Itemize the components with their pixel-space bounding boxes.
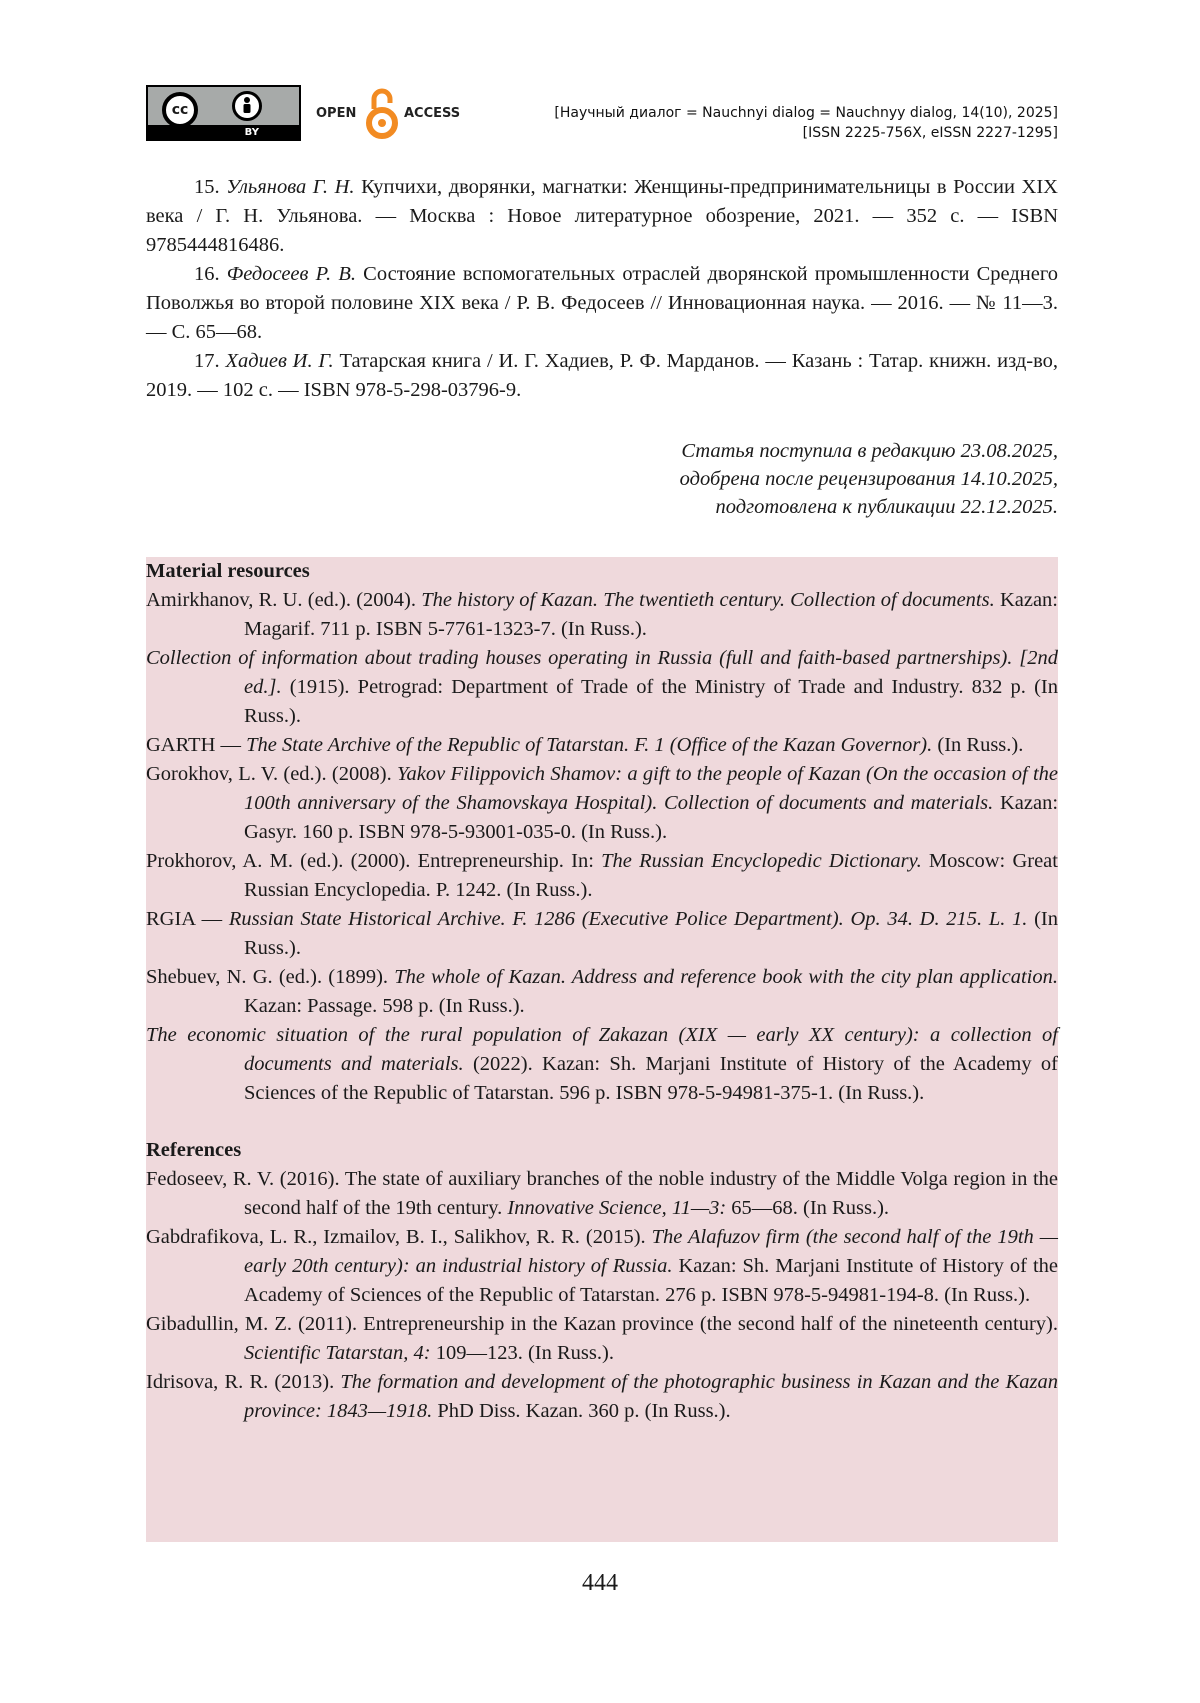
reference-item: 17. Хадиев И. Г. Татарская книга / И. Г. Хадиев, Р. Ф. Марданов. — Казань : Татар. книжн. изд-во, 2019. — 102 с. — ISBN 978-5-298-03796-9. bbox=[146, 350, 1058, 401]
page-number: 444 bbox=[582, 1570, 618, 1596]
cc-by-license-badge[interactable] bbox=[146, 85, 301, 141]
date-prepared: подготовлена к публикации 22.12.2025. bbox=[715, 496, 1058, 518]
material-resource-entry: Gorokhov, L. V. (ed.). (2008). Yakov Filippovich Shamov: a gift to the people of Kazan (On the occasion of the 100th anniversary of the Shamovskaya Hospital). Collection of documents and materials. Kazan: Gasyr. 160 p. ISBN 978-5-93001-035-0. (In Russ.). bbox=[146, 763, 1059, 843]
english-references-block bbox=[146, 557, 1058, 1542]
reference-entry: Gibadullin, M. Z. (2011). Entrepreneurship in the Kazan province (the second half of the nineteenth century). Scientific Tatarstan, 4: 109—123. (In Russ.). bbox=[146, 1313, 1058, 1364]
license-by-label: BY bbox=[244, 127, 259, 138]
material-resource-entry: Collection of information about trading houses operating in Russia (full and faith-based partnerships). [2nd ed.]. (1915). Petrograd: Department of Trade of the Ministry of Trade and Industry. 832 p. (In Russ.). bbox=[146, 647, 1058, 727]
journal-citation: [Научный диалог = Nauchnyi dialog = Nauchnyy dialog, 14(10), 2025] bbox=[554, 105, 1058, 121]
open-access-right: ACCESS bbox=[404, 106, 461, 121]
material-resource-entry: The economic situation of the rural population of Zakazan (XIX — early XX century): a collection of documents and materials. (2022). Kazan: Sh. Marjani Institute of History of the Academy of Sciences of the Republic of Tatarstan. 596 p. ISBN 978-5-94981-375-1. (In Russ.). bbox=[146, 1024, 1059, 1104]
reference-item: 16. Федосеев Р. В. Состояние вспомогательных отраслей дворянской промышленности Среднего Поволжья во второй половине XIX века / Р. В. Федосеев // Инновационная наука. — 2016. — № 11—3. — С. 65—68. bbox=[146, 263, 1058, 343]
references-title: References bbox=[146, 1139, 242, 1161]
page-header bbox=[146, 85, 1058, 141]
material-resource-entry: Amirkhanov, R. U. (ed.). (2004). The history of Kazan. The twentieth century. Collection of documents. Kazan: Magarif. 711 p. ISBN 5-7761-1323-7. (In Russ.). bbox=[146, 589, 1058, 640]
attribution-person-icon bbox=[232, 91, 262, 121]
date-approved: одобрена после рецензирования 14.10.2025, bbox=[679, 468, 1058, 490]
reference-entry: Fedoseev, R. V. (2016). The state of auxiliary branches of the noble industry of the Middle Volga region in the second half of the 19th century. Innovative Science, 11—3: 65—68. (In Russ.). bbox=[146, 1168, 1058, 1219]
material-resource-entry: Shebuev, N. G. (ed.). (1899). The whole of Kazan. Address and reference book with the city plan application. Kazan: Passage. 598 p. (In Russ.). bbox=[146, 966, 1058, 1017]
journal-issn: [ISSN 2225-756X, eISSN 2227-1295] bbox=[802, 125, 1058, 141]
article-dates bbox=[680, 437, 1058, 521]
cc-icon: cc bbox=[162, 92, 198, 128]
open-access-left: OPEN bbox=[316, 106, 357, 121]
reference-entry: Gabdrafikova, L. R., Izmailov, B. I., Salikhov, R. R. (2015). The Alafuzov firm (the second half of the 19th — early 20th century): an industrial history of Russia. Kazan: Sh. Marjani Institute of History of the Academy of Sciences of the Republic of Tatarstan. 276 p. ISBN 978-5-94981-194-8. (In Russ.). bbox=[146, 1226, 1058, 1306]
open-lock-icon bbox=[364, 85, 400, 141]
license-strip bbox=[148, 125, 299, 139]
section-gap bbox=[146, 1108, 1058, 1136]
reference-entry: Idrisova, R. R. (2013). The formation and development of the photographic business in Kazan and the Kazan province: 1843—1918. PhD Diss. Kazan. 360 p. (In Russ.). bbox=[146, 1371, 1058, 1422]
date-received: Статья поступила в редакцию 23.08.2025, bbox=[681, 440, 1058, 462]
material-resources-title: Material resources bbox=[146, 560, 310, 582]
russian-references bbox=[146, 173, 1058, 405]
journal-info bbox=[554, 103, 1058, 143]
material-resource-entry: GARTH — The State Archive of the Republic of Tatarstan. F. 1 (Office of the Kazan Governor). (In Russ.). bbox=[146, 734, 1024, 756]
material-resource-entry: Prokhorov, A. M. (ed.). (2000). Entrepreneurship. In: The Russian Encyclopedic Dictionary. Moscow: Great Russian Encyclopedia. P. 1242. (In Russ.). bbox=[146, 850, 1058, 901]
material-resource-entry: RGIA — Russian State Historical Archive. F. 1286 (Executive Police Department). Op. 34. D. 215. L. 1. (In Russ.). bbox=[146, 908, 1059, 959]
reference-item: 15. Ульянова Г. Н. Купчихи, дворянки, магнатки: Женщины-предпринимательницы в России XIX века / Г. Н. Ульянова. — Москва : Новое литературное обозрение, 2021. — 352 с. — ISBN 9785444816486. bbox=[146, 176, 1058, 256]
